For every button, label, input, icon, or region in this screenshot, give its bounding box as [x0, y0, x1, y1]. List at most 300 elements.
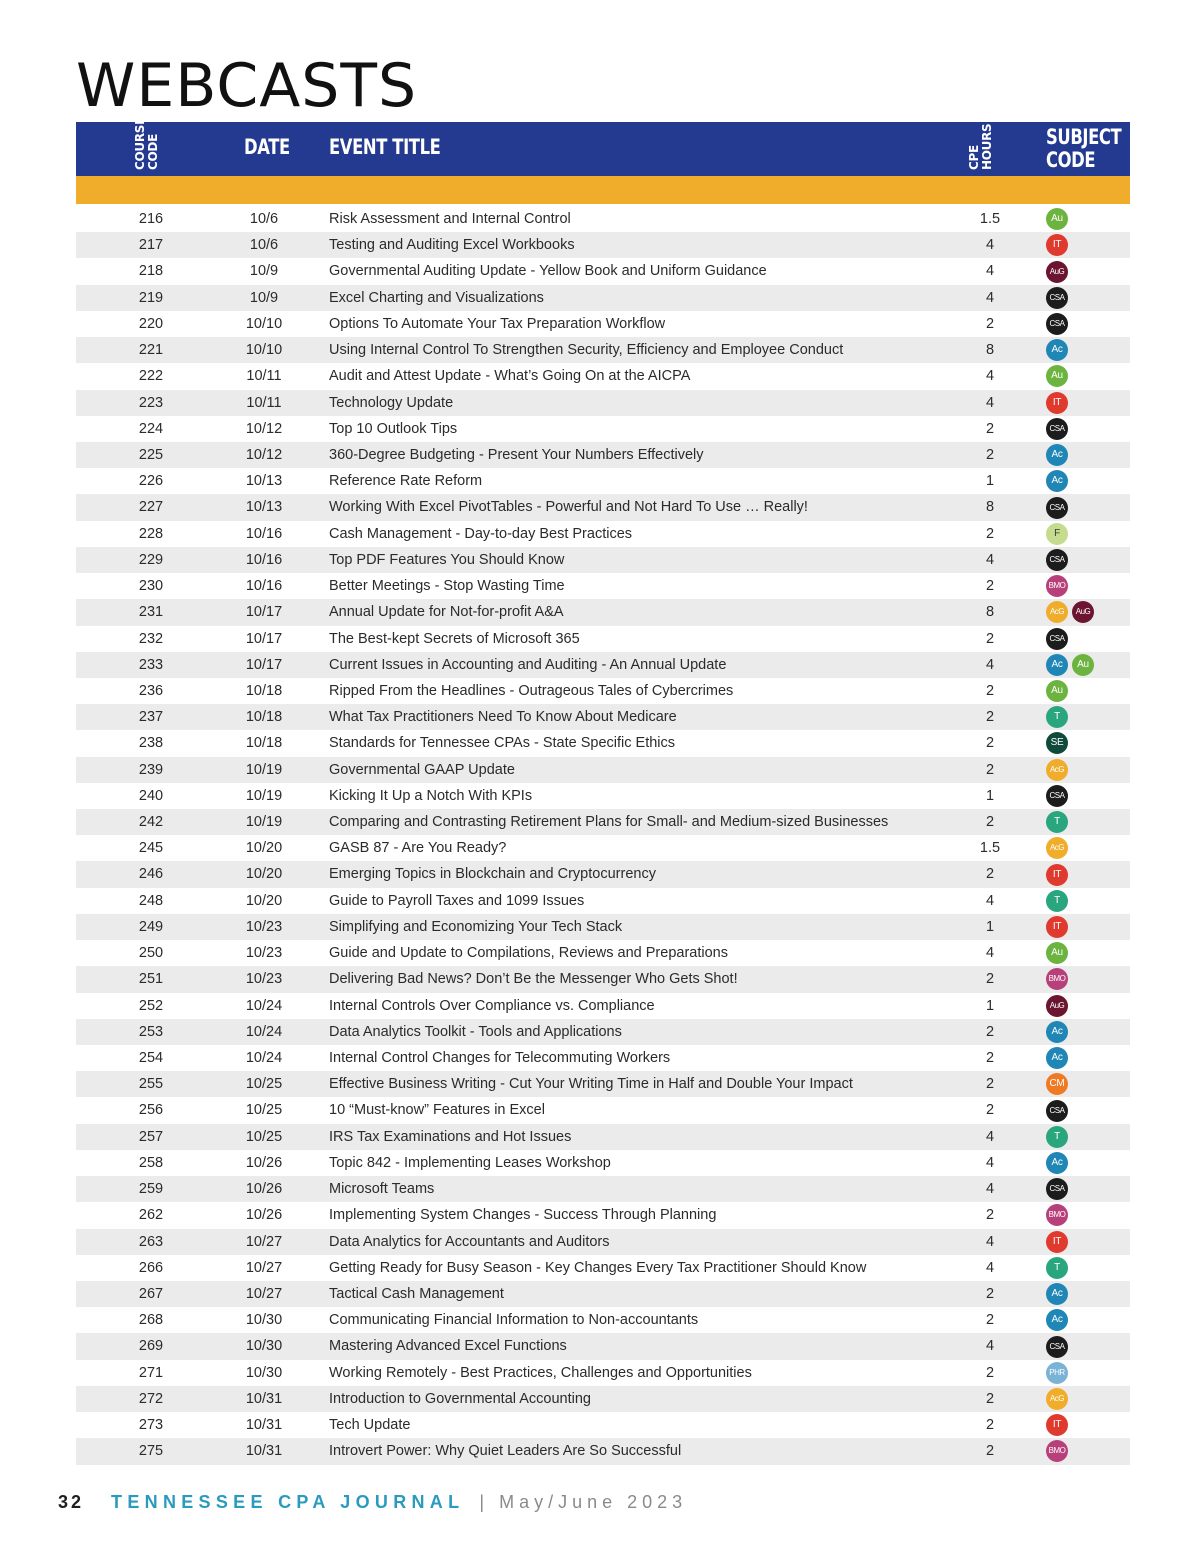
cpe-hours: 2	[985, 971, 995, 988]
event-date: 10/9	[249, 289, 279, 306]
cpe-hours: 8	[985, 604, 995, 621]
subject-codes	[1046, 1255, 1068, 1281]
subject-badge: Ac	[1046, 339, 1068, 361]
course-code: 250	[138, 945, 164, 962]
subject-codes	[1046, 1176, 1068, 1202]
event-title: Current Issues in Accounting and Auditing - An Annual Update	[329, 656, 727, 673]
subject-codes	[1046, 861, 1068, 887]
course-code: 231	[138, 604, 164, 621]
subject-codes	[1046, 914, 1068, 940]
header-cpe-hours	[967, 123, 994, 170]
event-date: 10/25	[245, 1102, 283, 1119]
table-row	[76, 1333, 1130, 1359]
subject-badge: IT	[1046, 392, 1068, 414]
subject-badge: PHR	[1046, 1362, 1068, 1384]
subject-codes	[1046, 547, 1068, 573]
subject-badge: CSA	[1046, 1100, 1068, 1122]
page-number: 32	[58, 1492, 85, 1512]
course-code: 221	[138, 342, 164, 359]
event-title: Introduction to Governmental Accounting	[329, 1390, 591, 1407]
subject-badge: SE	[1046, 732, 1068, 754]
event-date: 10/23	[245, 945, 283, 962]
table-row	[76, 206, 1130, 232]
course-code: 273	[138, 1417, 164, 1434]
subject-badge: T	[1046, 706, 1068, 728]
subject-codes	[1046, 1360, 1068, 1386]
event-date: 10/11	[246, 394, 282, 411]
subject-codes	[1046, 940, 1068, 966]
event-title: Better Meetings - Stop Wasting Time	[329, 578, 565, 595]
subject-codes	[1046, 1202, 1068, 1228]
table-row	[76, 1202, 1130, 1228]
subject-badge: AcG	[1046, 601, 1068, 623]
subject-codes	[1046, 1229, 1068, 1255]
event-title: IRS Tax Examinations and Hot Issues	[329, 1128, 572, 1145]
page-footer	[58, 1492, 687, 1513]
event-title: Working With Excel PivotTables - Powerful and Not Hard To Use … Really!	[329, 499, 808, 516]
subject-badge: AuG	[1046, 995, 1068, 1017]
table-row	[76, 809, 1130, 835]
page-title: WEBCASTS	[76, 51, 418, 121]
subject-codes	[1046, 416, 1068, 442]
subject-badge: AcG	[1046, 1388, 1068, 1410]
event-title: Top PDF Features You Should Know	[329, 551, 565, 568]
cpe-hours: 4	[985, 1338, 995, 1355]
cpe-hours: 1.5	[979, 840, 1001, 857]
course-code: 225	[138, 446, 164, 463]
subject-badge: BMO	[1046, 575, 1068, 597]
course-code: 267	[138, 1285, 164, 1302]
course-code: 226	[138, 473, 164, 490]
subject-badge: Ac	[1046, 444, 1068, 466]
cpe-hours: 2	[985, 578, 995, 595]
subject-codes	[1046, 206, 1068, 232]
course-code: 219	[138, 289, 164, 306]
subject-badge: CSA	[1046, 313, 1068, 335]
webcast-table-body	[76, 206, 1130, 1465]
cpe-hours: 2	[985, 709, 995, 726]
subject-codes	[1046, 363, 1068, 389]
table-row	[76, 1176, 1130, 1202]
cpe-hours: 2	[985, 420, 995, 437]
subject-badge: Au	[1072, 654, 1094, 676]
table-row	[76, 704, 1130, 730]
journal-name: TENNESSEE CPA JOURNAL	[111, 1492, 465, 1512]
cpe-hours: 2	[985, 630, 995, 647]
table-row	[76, 1019, 1130, 1045]
course-code: 275	[138, 1443, 164, 1460]
subject-codes	[1046, 888, 1068, 914]
subject-badge: BMO	[1046, 968, 1068, 990]
event-date: 10/11	[246, 368, 282, 385]
course-code: 220	[138, 315, 164, 332]
event-date: 10/9	[249, 263, 279, 280]
course-code: 217	[138, 237, 164, 254]
subject-codes	[1046, 783, 1068, 809]
cpe-hours: 4	[985, 945, 995, 962]
event-date: 10/13	[245, 499, 283, 516]
subject-codes	[1046, 1333, 1068, 1359]
cpe-hours: 2	[985, 1050, 995, 1066]
subject-codes	[1046, 704, 1068, 730]
event-date: 10/12	[245, 420, 283, 437]
event-date: 10/26	[245, 1207, 283, 1224]
table-row	[76, 1124, 1130, 1150]
course-code: 262	[138, 1207, 164, 1224]
table-row	[76, 390, 1130, 416]
cpe-hours: 2	[985, 735, 995, 752]
event-title: Effective Business Writing - Cut Your Writing Time in Half and Double Your Impact	[329, 1076, 853, 1093]
event-title: Technology Update	[329, 394, 454, 411]
header-cpe-line1: CPE	[967, 145, 981, 170]
header-cpe-line2: HOURS	[980, 123, 994, 170]
course-code: 238	[138, 735, 164, 752]
cpe-hours: 4	[985, 289, 995, 306]
cpe-hours: 2	[985, 1102, 995, 1119]
table-row	[76, 914, 1130, 940]
event-date: 10/30	[245, 1364, 283, 1381]
table-row	[76, 468, 1130, 494]
table-row	[76, 1255, 1130, 1281]
event-title: Guide and Update to Compilations, Reviews and Preparations	[329, 945, 728, 962]
course-code: 239	[138, 761, 164, 778]
event-title: 10 “Must-know” Features in Excel	[329, 1102, 545, 1119]
cpe-hours: 4	[985, 263, 995, 280]
cpe-hours: 2	[985, 866, 995, 883]
subject-codes	[1046, 1019, 1068, 1045]
event-title: Topic 842 - Implementing Leases Workshop	[329, 1154, 611, 1171]
cpe-hours: 2	[985, 1023, 995, 1040]
table-row	[76, 285, 1130, 311]
subject-badge: BMO	[1046, 1204, 1068, 1226]
event-title: Tech Update	[329, 1417, 411, 1434]
table-row	[76, 442, 1130, 468]
event-title: The Best-kept Secrets of Microsoft 365	[329, 630, 580, 647]
event-date: 10/17	[245, 656, 283, 673]
course-code: 216	[138, 211, 164, 227]
event-date: 10/27	[245, 1259, 283, 1276]
subject-codes	[1046, 652, 1094, 678]
event-date: 10/17	[245, 604, 283, 621]
subject-codes	[1046, 1071, 1068, 1097]
event-date: 10/6	[249, 237, 279, 254]
subject-badge: IT	[1046, 234, 1068, 256]
cpe-hours: 2	[985, 1076, 995, 1093]
event-date: 10/24	[245, 1023, 283, 1040]
event-date: 10/19	[245, 787, 283, 804]
table-row	[76, 311, 1130, 337]
subject-badge: Au	[1046, 942, 1068, 964]
event-date: 10/13	[245, 473, 283, 490]
table-row	[76, 258, 1130, 284]
subject-badge: F	[1046, 523, 1068, 545]
event-date: 10/18	[245, 682, 283, 699]
event-title: Data Analytics Toolkit - Tools and Applications	[329, 1023, 622, 1040]
table-row	[76, 835, 1130, 861]
table-row	[76, 861, 1130, 887]
event-date: 10/20	[245, 892, 283, 909]
subject-codes	[1046, 258, 1068, 284]
cpe-hours: 4	[985, 394, 995, 411]
event-date: 10/30	[245, 1312, 283, 1329]
subject-badge: Ac	[1046, 470, 1068, 492]
event-title: Annual Update for Not-for-profit A&A	[329, 604, 564, 621]
event-title: Options To Automate Your Tax Preparation Workflow	[329, 315, 666, 332]
subject-codes	[1046, 1412, 1068, 1438]
subject-codes	[1046, 1045, 1068, 1071]
cpe-hours: 1	[985, 918, 995, 935]
cpe-hours: 2	[985, 682, 995, 699]
event-title: Introvert Power: Why Quiet Leaders Are So Successful	[329, 1443, 682, 1460]
table-row	[76, 1281, 1130, 1307]
event-title: Communicating Financial Information to Non-accountants	[329, 1312, 699, 1329]
event-date: 10/20	[245, 840, 283, 857]
subject-badge: Ac	[1046, 1021, 1068, 1043]
subject-badge: Ac	[1046, 1152, 1068, 1174]
event-date: 10/25	[245, 1076, 283, 1093]
event-date: 10/16	[245, 525, 283, 542]
cpe-hours: 4	[985, 551, 995, 568]
course-code: 242	[138, 814, 164, 831]
cpe-hours: 2	[985, 446, 995, 463]
event-date: 10/24	[245, 1050, 283, 1066]
event-title: Audit and Attest Update - What’s Going On at the AICPA	[329, 368, 691, 385]
subject-badge: CSA	[1046, 418, 1068, 440]
cpe-hours: 2	[985, 1285, 995, 1302]
table-row	[76, 757, 1130, 783]
event-date: 10/19	[245, 761, 283, 778]
subject-badge: AuG	[1046, 261, 1068, 283]
table-row	[76, 599, 1130, 625]
event-title: Top 10 Outlook Tips	[329, 420, 458, 437]
subject-badge: BMO	[1046, 1440, 1068, 1462]
subject-codes	[1046, 232, 1068, 258]
table-row	[76, 494, 1130, 520]
table-row	[76, 1097, 1130, 1123]
course-code: 258	[138, 1154, 164, 1171]
cpe-hours: 4	[985, 1181, 995, 1198]
event-date: 10/31	[245, 1390, 283, 1407]
subject-badge: CSA	[1046, 1336, 1068, 1358]
table-row	[76, 1045, 1130, 1071]
subject-badge: T	[1046, 811, 1068, 833]
header-subject-code	[1046, 126, 1121, 172]
cpe-hours: 1	[985, 473, 995, 490]
table-row	[76, 940, 1130, 966]
subject-codes	[1046, 521, 1068, 547]
table-row	[76, 1360, 1130, 1386]
subject-badge: IT	[1046, 1231, 1068, 1253]
cpe-hours: 4	[985, 237, 995, 254]
cpe-hours: 1	[985, 787, 995, 804]
cpe-hours: 2	[985, 761, 995, 778]
event-date: 10/12	[245, 446, 283, 463]
event-date: 10/16	[245, 551, 283, 568]
table-row	[76, 363, 1130, 389]
course-code: 240	[138, 787, 164, 804]
event-date: 10/26	[245, 1181, 283, 1198]
subject-badge: IT	[1046, 864, 1068, 886]
cpe-hours: 4	[985, 656, 995, 673]
course-code: 227	[138, 499, 164, 516]
subject-codes	[1046, 730, 1068, 756]
table-row	[76, 573, 1130, 599]
issue-date: May/June 2023	[499, 1492, 688, 1512]
cpe-hours: 8	[985, 342, 995, 359]
course-code: 253	[138, 1023, 164, 1040]
header-date: DATE	[244, 135, 290, 159]
cpe-hours: 1.5	[979, 211, 1001, 227]
subject-badge: Ac	[1046, 1047, 1068, 1069]
course-code: 233	[138, 656, 164, 673]
subject-badge: AuG	[1072, 601, 1094, 623]
event-date: 10/6	[249, 211, 279, 227]
course-code: 259	[138, 1181, 164, 1198]
course-code: 249	[138, 918, 164, 935]
event-date: 10/10	[245, 315, 283, 332]
table-row	[76, 1307, 1130, 1333]
event-date: 10/18	[245, 735, 283, 752]
subject-badge: T	[1046, 890, 1068, 912]
subject-badge: AcG	[1046, 759, 1068, 781]
cpe-hours: 4	[985, 1128, 995, 1145]
course-code: 245	[138, 840, 164, 857]
subject-codes	[1046, 757, 1068, 783]
subject-badge: IT	[1046, 1414, 1068, 1436]
subject-badge: Au	[1046, 208, 1068, 230]
cpe-hours: 2	[985, 315, 995, 332]
subject-badge: Ac	[1046, 654, 1068, 676]
subject-badge: CM	[1046, 1073, 1068, 1095]
event-title: Emerging Topics in Blockchain and Cryptocurrency	[329, 866, 656, 883]
subject-badge: CSA	[1046, 628, 1068, 650]
cpe-hours: 2	[985, 1207, 995, 1224]
course-code: 230	[138, 578, 164, 595]
subject-badge: T	[1046, 1257, 1068, 1279]
subject-codes	[1046, 337, 1068, 363]
header-accent-bar	[76, 176, 1130, 204]
subject-badge: CSA	[1046, 785, 1068, 807]
subject-codes	[1046, 993, 1068, 1019]
course-code: 232	[138, 630, 164, 647]
cpe-hours: 2	[985, 1390, 995, 1407]
event-title: Guide to Payroll Taxes and 1099 Issues	[329, 892, 585, 909]
course-code: 271	[138, 1364, 164, 1381]
event-title: Internal Control Changes for Telecommuting Workers	[329, 1050, 671, 1066]
event-date: 10/31	[245, 1443, 283, 1460]
event-title: Data Analytics for Accountants and Auditors	[329, 1233, 610, 1250]
subject-badge: Au	[1046, 680, 1068, 702]
cpe-hours: 2	[985, 1312, 995, 1329]
event-date: 10/23	[245, 971, 283, 988]
subject-codes	[1046, 494, 1068, 520]
table-row	[76, 1229, 1130, 1255]
table-header	[76, 116, 1130, 176]
subject-badge: T	[1046, 1126, 1068, 1148]
event-title: Kicking It Up a Notch With KPIs	[329, 787, 533, 804]
subject-badge: CSA	[1046, 549, 1068, 571]
event-date: 10/27	[245, 1285, 283, 1302]
footer-separator: |	[479, 1492, 485, 1512]
table-row	[76, 888, 1130, 914]
course-code: 257	[138, 1128, 164, 1145]
table-row	[76, 232, 1130, 258]
event-title: Reference Rate Reform	[329, 473, 483, 490]
table-row	[76, 678, 1130, 704]
event-date: 10/16	[245, 578, 283, 595]
table-row	[76, 966, 1130, 992]
table-row	[76, 993, 1130, 1019]
subject-badge: CSA	[1046, 497, 1068, 519]
table-row	[76, 652, 1130, 678]
table-row	[76, 521, 1130, 547]
event-date: 10/30	[245, 1338, 283, 1355]
event-title: What Tax Practitioners Need To Know About Medicare	[329, 709, 677, 726]
subject-badge: Au	[1046, 365, 1068, 387]
subject-codes	[1046, 573, 1068, 599]
subject-badge: CSA	[1046, 287, 1068, 309]
course-code: 228	[138, 525, 164, 542]
course-code: 224	[138, 420, 164, 437]
subject-badge: AcG	[1046, 837, 1068, 859]
event-title: Mastering Advanced Excel Functions	[329, 1338, 567, 1355]
cpe-hours: 2	[985, 814, 995, 831]
event-date: 10/23	[245, 918, 283, 935]
cpe-hours: 4	[985, 1233, 995, 1250]
course-code: 223	[138, 394, 164, 411]
event-date: 10/31	[245, 1417, 283, 1434]
table-row	[76, 1412, 1130, 1438]
cpe-hours: 1	[985, 997, 995, 1014]
event-title: Risk Assessment and Internal Control	[329, 211, 571, 227]
course-code: 251	[138, 971, 164, 988]
event-title: 360-Degree Budgeting - Present Your Numbers Effectively	[329, 446, 704, 463]
subject-codes	[1046, 678, 1068, 704]
subject-codes	[1046, 311, 1068, 337]
event-title: Tactical Cash Management	[329, 1285, 504, 1302]
cpe-hours: 2	[985, 1417, 995, 1434]
table-row	[76, 547, 1130, 573]
header-subject-line2: CODE	[1046, 148, 1096, 172]
subject-codes	[1046, 1124, 1068, 1150]
subject-badge: IT	[1046, 916, 1068, 938]
course-code: 237	[138, 709, 164, 726]
subject-codes	[1046, 1438, 1068, 1464]
course-code: 236	[138, 682, 164, 699]
cpe-hours: 4	[985, 1154, 995, 1171]
event-title: Testing and Auditing Excel Workbooks	[329, 237, 575, 254]
course-code: 218	[138, 263, 164, 280]
event-title: Standards for Tennessee CPAs - State Specific Ethics	[329, 735, 676, 752]
course-code: 248	[138, 892, 164, 909]
subject-codes	[1046, 835, 1068, 861]
event-title: Microsoft Teams	[329, 1181, 435, 1198]
course-code: 268	[138, 1312, 164, 1329]
event-date: 10/26	[245, 1154, 283, 1171]
header-course-code-line1: COURSE	[133, 116, 147, 170]
subject-badge: Ac	[1046, 1283, 1068, 1305]
cpe-hours: 4	[985, 1259, 995, 1276]
event-date: 10/25	[245, 1128, 283, 1145]
table-row	[76, 337, 1130, 363]
cpe-hours: 2	[985, 1443, 995, 1460]
event-title: Excel Charting and Visualizations	[329, 289, 544, 306]
subject-codes	[1046, 1281, 1068, 1307]
subject-codes	[1046, 1097, 1068, 1123]
table-row	[76, 1150, 1130, 1176]
course-code: 256	[138, 1102, 164, 1119]
course-code: 252	[138, 997, 164, 1014]
